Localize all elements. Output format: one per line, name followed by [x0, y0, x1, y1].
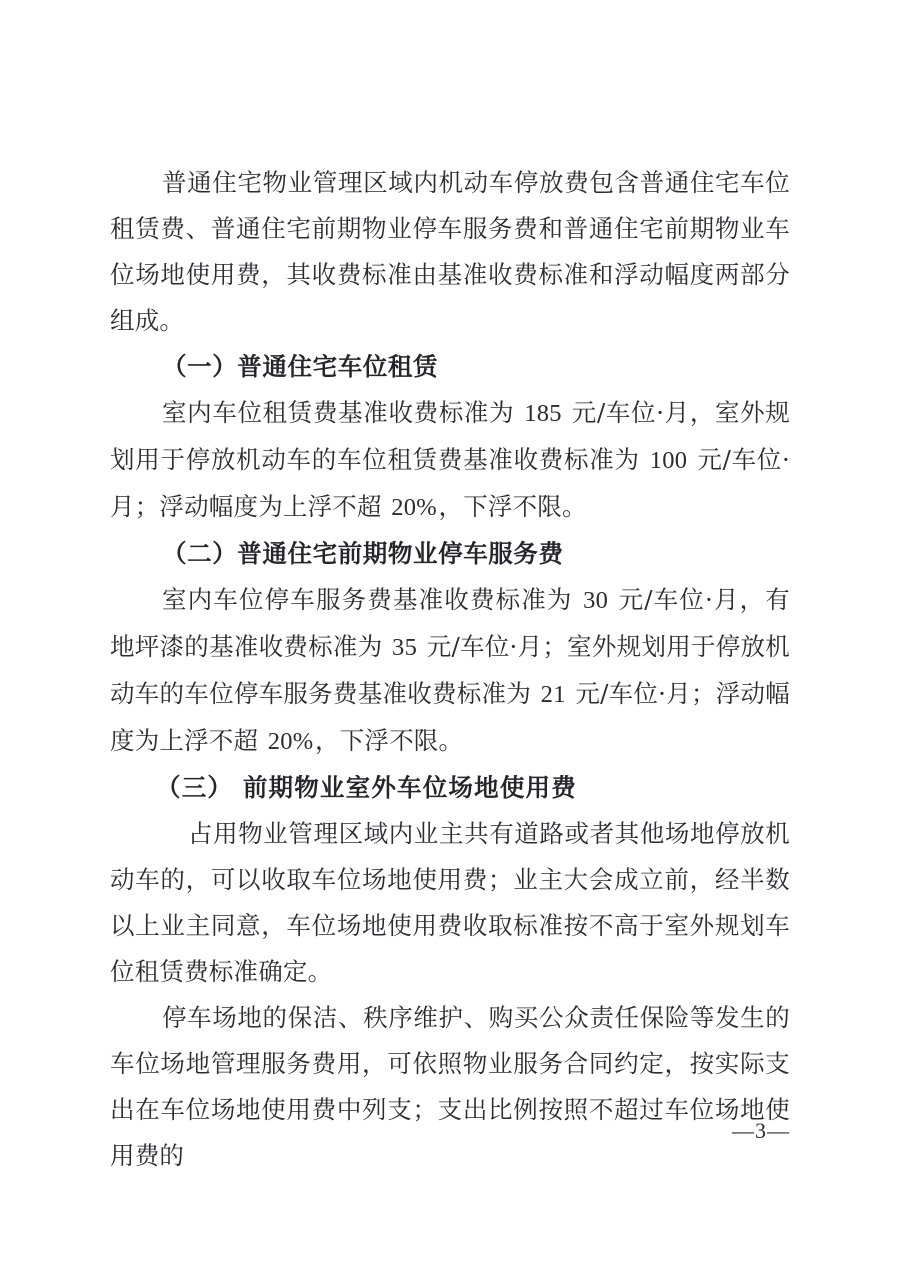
page-number: —3— — [732, 1118, 790, 1143]
section-heading-two: （二）普通住宅前期物业停车服务费 — [162, 539, 564, 568]
section-three-body-second: 停车场地的保洁、秩序维护、购买公众责任保险等发生的车位场地管理服务费用，可依照物业服务合同约定，按实际支出在车位场地使用费中列支；支出比例按照不超过车位场地使用费的 — [110, 1003, 790, 1170]
section-three-body-first: 占用物业管理区域内业主共有道路或者其他场地停放机动车的，可以收取车位场地使用费；业主大会成立前，经半数以上业主同意，车位场地使用费收取标准按不高于室外规划车位租赁费标准确定。 — [110, 819, 790, 986]
figure-value: 21 — [540, 681, 566, 708]
section-heading-three: （三） 前期物业室外车位场地使用费 — [156, 773, 577, 802]
figure-value: 185 — [524, 400, 562, 427]
figure-value: 35 — [392, 634, 418, 661]
figure-value: 20% — [267, 728, 314, 755]
section-two-body: 室内车位停车服务费基准收费标准为 30 元/车位·月，有地坪漆的基准收费标准为 35 元/车位·月；室外规划用于停放机动车的车位停车服务费基准收费标准为 21 元/车位·月；浮动幅度为上浮不超 20%，下浮不限。 — [110, 585, 791, 755]
intro-paragraph: 普通住宅物业管理区域内机动车停放费包含普通住宅车位租赁费、普通住宅前期物业停车服务费和普通住宅前期物业车位场地使用费，其收费标准由基准收费标准和浮动幅度两部分组成。 — [110, 168, 790, 335]
section-heading-one: （一）普通住宅车位租赁 — [162, 352, 439, 381]
figure-value: 20% — [391, 494, 437, 521]
section-one-body: 室内车位租赁费基准收费标准为 185 元/车位·月，室外规划用于停放机动车的车位租赁费基准收费标准为 100 元/车位·月；浮动幅度为上浮不超 20%，下浮不限。 — [110, 398, 791, 521]
figure-value: 100 — [649, 447, 688, 474]
figure-value: 30 — [583, 587, 609, 614]
document-text-column — [110, 160, 790, 1179]
